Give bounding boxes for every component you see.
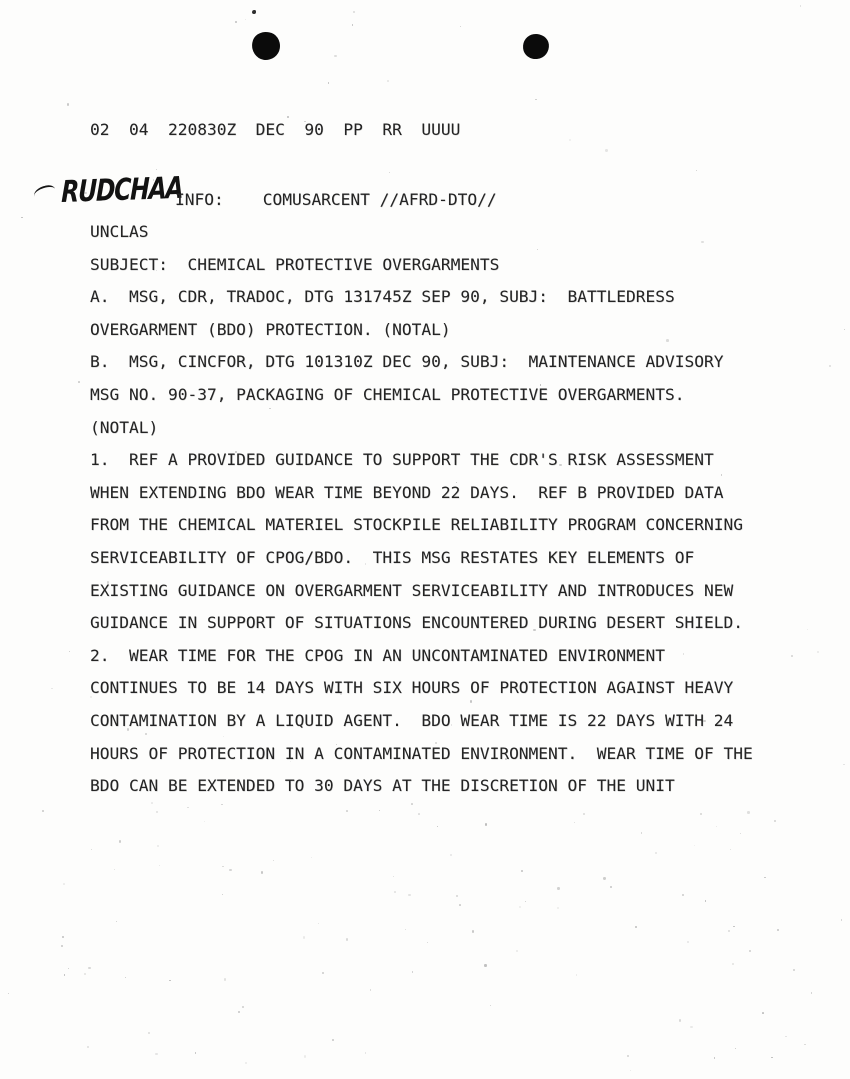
scan-noise-speck: [62, 936, 64, 938]
document-line: FROM THE CHEMICAL MATERIEL STOCKPILE RELIABILITY PROGRAM CONCERNING: [90, 515, 743, 535]
document-line: 2. WEAR TIME FOR THE CPOG IN AN UNCONTAMINATED ENVIRONMENT: [90, 645, 665, 665]
scan-noise-speck: [844, 329, 845, 330]
scan-noise-speck: [69, 651, 70, 652]
scan-noise-speck: [287, 116, 289, 118]
scan-noise-speck: [687, 941, 689, 943]
scan-noise-speck: [472, 930, 475, 933]
scan-noise-speck: [42, 810, 44, 812]
scan-noise-speck: [21, 217, 23, 219]
scan-noise-speck: [245, 1062, 247, 1064]
document-line: (NOTAL): [90, 417, 159, 437]
scan-noise-speck: [728, 930, 730, 932]
scan-noise-speck: [557, 887, 559, 889]
handwritten-dash-mark: [32, 184, 55, 197]
scan-noise-speck: [459, 904, 461, 906]
scan-noise-speck: [155, 1053, 157, 1055]
scan-noise-speck: [841, 919, 843, 921]
scan-noise-speck: [389, 172, 390, 173]
document-line: HOURS OF PROTECTION IN A CONTAMINATED ENVIRONMENT. WEAR TIME OF THE: [90, 743, 753, 763]
scan-noise-speck: [519, 906, 521, 908]
scan-noise-speck: [557, 907, 560, 910]
info-addressee-line: INFO: COMUSARCENT //AFRD-DTO//: [175, 190, 497, 209]
scan-noise-speck: [740, 833, 741, 834]
scan-noise-speck: [408, 894, 411, 897]
scan-noise-speck: [533, 629, 535, 631]
scan-noise-speck: [67, 103, 69, 105]
scan-noise-speck: [51, 688, 52, 689]
scan-noise-speck: [800, 5, 802, 7]
scan-noise-speck: [223, 736, 224, 737]
scan-noise-speck: [318, 923, 319, 924]
scan-noise-speck: [224, 978, 226, 980]
scan-noise-speck: [603, 877, 605, 879]
scan-noise-speck: [346, 810, 348, 812]
scan-noise-speck: [427, 942, 428, 943]
scan-noise-speck: [235, 451, 236, 452]
document-line: MSG NO. 90-37, PACKAGING OF CHEMICAL PROTECTIVE OVERGARMENTS.: [90, 384, 685, 404]
scan-noise-speck: [370, 989, 371, 990]
scan-noise-speck: [169, 980, 171, 982]
scan-noise-speck: [703, 720, 705, 722]
scan-noise-speck: [610, 886, 612, 888]
scan-noise-speck: [119, 840, 121, 842]
scan-noise-speck: [679, 1019, 681, 1021]
scan-noise-speck: [793, 969, 795, 971]
scan-noise-speck: [91, 849, 92, 850]
scan-noise-speck: [700, 813, 702, 815]
scan-noise-speck: [630, 1070, 631, 1071]
scan-noise-speck: [346, 938, 348, 940]
scan-noise-speck: [694, 845, 695, 846]
scan-noise-speck: [771, 1057, 772, 1058]
scan-noise-speck: [304, 1055, 306, 1057]
scan-noise-speck: [8, 993, 9, 994]
scan-noise-speck: [521, 870, 523, 872]
scan-noise-speck: [456, 895, 457, 896]
scan-noise-speck: [114, 869, 115, 870]
document-line: GUIDANCE IN SUPPORT OF SITUATIONS ENCOUNTERED DURING DESERT SHIELD.: [90, 613, 743, 633]
scan-noise-speck: [229, 869, 232, 872]
scan-noise-speck: [470, 700, 472, 702]
scan-noise-speck: [322, 972, 324, 974]
document-line: UNCLAS: [90, 222, 149, 241]
document-line: SUBJECT: CHEMICAL PROTECTIVE OVERGARMENTS: [90, 254, 500, 274]
document-line: SERVICEABILITY OF CPOG/BDO. THIS MSG RESTATES KEY ELEMENTS OF: [90, 547, 695, 567]
scan-noise-speck: [68, 968, 69, 969]
scan-noise-speck: [574, 822, 575, 823]
scan-noise-speck: [405, 929, 406, 930]
document-line: OVERGARMENT (BDO) PROTECTION. (NOTAL): [90, 319, 451, 339]
scan-noise-speck: [735, 1048, 736, 1049]
scan-noise-speck: [282, 589, 284, 591]
scan-noise-speck: [157, 845, 159, 847]
scan-noise-speck: [303, 936, 306, 939]
scan-noise-speck: [159, 865, 160, 866]
scan-noise-speck: [352, 24, 354, 26]
scan-noise-speck: [156, 811, 157, 812]
scan-noise-speck: [733, 926, 734, 927]
scan-noise-speck: [829, 365, 831, 367]
scan-noise-speck: [714, 1057, 716, 1059]
document-line: CONTAMINATION BY A LIQUID AGENT. BDO WEAR TIME IS 22 DAYS WITH 24: [90, 710, 734, 730]
scan-noise-speck: [605, 149, 607, 151]
message-header-line: 02 04 220830Z DEC 90 PP RR UUUU: [90, 120, 461, 139]
scan-noise-speck: [493, 559, 495, 561]
scan-noise-speck: [411, 803, 413, 805]
scan-noise-speck: [627, 1055, 629, 1057]
message-body: [90, 216, 753, 803]
scan-noise-speck: [485, 823, 487, 825]
scan-noise-speck: [484, 964, 486, 966]
scan-noise-speck: [635, 926, 637, 928]
scan-noise-speck: [732, 963, 735, 966]
document-line: B. MSG, CINCFOR, DTG 101310Z DEC 90, SUBJ: MAINTENANCE ADVISORY: [90, 352, 724, 372]
scan-noise-speck: [525, 901, 526, 902]
scan-noise-speck: [730, 849, 731, 850]
scan-noise-speck: [817, 651, 820, 654]
document-line: CONTINUES TO BE 14 DAYS WITH SIX HOURS OF PROTECTION AGAINST HEAVY: [90, 678, 734, 698]
ink-speck: [252, 10, 256, 14]
scan-noise-speck: [153, 179, 154, 180]
scan-noise-speck: [156, 169, 157, 170]
scan-noise-speck: [365, 1052, 366, 1053]
scan-noise-speck: [764, 877, 765, 878]
scan-noise-speck: [195, 1052, 196, 1053]
document-line: EXISTING GUIDANCE ON OVERGARMENT SERVICEABILITY AND INTRODUCES NEW: [90, 580, 734, 600]
scan-noise-speck: [747, 811, 749, 813]
scan-noise-speck: [777, 929, 779, 931]
scan-noise-speck: [690, 1026, 692, 1028]
scan-noise-speck: [84, 973, 87, 976]
scan-noise-speck: [151, 802, 153, 804]
scan-noise-speck: [774, 820, 776, 822]
scan-noise-speck: [460, 26, 461, 27]
scan-noise-speck: [116, 921, 117, 922]
scan-noise-speck: [311, 857, 312, 858]
scan-noise-speck: [811, 992, 813, 994]
scan-noise-speck: [187, 807, 188, 808]
scan-noise-speck: [535, 99, 536, 100]
scan-noise-speck: [583, 813, 584, 814]
scan-noise-speck: [125, 977, 126, 978]
scan-noise-speck: [387, 80, 389, 82]
scan-noise-speck: [418, 813, 420, 815]
scan-noise-speck: [655, 852, 657, 854]
scan-noise-speck: [148, 1032, 150, 1034]
scan-noise-speck: [61, 945, 63, 947]
scan-noise-speck: [273, 860, 274, 861]
document-line: BDO CAN BE EXTENDED TO 30 DAYS AT THE DISCRETION OF THE UNIT: [90, 776, 675, 796]
scan-noise-speck: [204, 821, 205, 822]
scan-noise-speck: [222, 894, 223, 895]
scan-noise-speck: [334, 55, 336, 57]
scan-noise-speck: [785, 1036, 787, 1038]
scan-noise-speck: [807, 629, 808, 630]
scan-noise-speck: [450, 854, 452, 856]
scan-noise-speck: [87, 1046, 89, 1048]
scan-noise-speck: [569, 139, 571, 141]
scan-noise-speck: [63, 883, 65, 885]
document-line: 1. REF A PROVIDED GUIDANCE TO SUPPORT THE CDR'S RISK ASSESSMENT: [90, 450, 714, 470]
scan-noise-speck: [235, 21, 237, 23]
scan-noise-speck: [412, 971, 413, 972]
ink-dot-right: [522, 33, 550, 61]
scan-noise-speck: [222, 866, 224, 868]
ink-dot-left: [250, 30, 282, 62]
scan-noise-speck: [641, 832, 643, 834]
scan-noise-speck: [666, 339, 669, 342]
scan-noise-speck: [332, 1039, 334, 1041]
scan-noise-speck: [238, 1011, 241, 1014]
scan-noise-speck: [537, 249, 538, 250]
scan-noise-speck: [84, 192, 86, 194]
scan-noise-speck: [64, 974, 66, 976]
scan-noise-speck: [576, 974, 577, 975]
scan-noise-speck: [88, 967, 90, 969]
scan-noise-speck: [701, 241, 703, 243]
scan-noise-speck: [762, 1012, 764, 1014]
scan-noise-speck: [456, 482, 457, 483]
scan-noise-speck: [749, 950, 751, 952]
scan-noise-speck: [437, 826, 439, 828]
scan-noise-speck: [683, 653, 684, 654]
scan-noise-speck: [394, 891, 396, 893]
scan-noise-speck: [696, 170, 697, 171]
handwritten-routing-indicator: RUDCHAA: [61, 170, 183, 210]
document-line: WHEN EXTENDING BDO WEAR TIME BEYOND 22 DAYS. REF B PROVIDED DATA: [90, 482, 724, 502]
scan-noise-speck: [242, 1006, 244, 1008]
scan-noise-speck: [328, 82, 330, 84]
scan-noise-speck: [804, 1044, 806, 1046]
scan-noise-speck: [379, 810, 380, 811]
scan-noise-speck: [269, 408, 271, 410]
scan-noise-speck: [791, 655, 793, 657]
scan-noise-speck: [451, 724, 452, 725]
scan-noise-speck: [221, 804, 222, 805]
document-line: A. MSG, CDR, TRADOC, DTG 131745Z SEP 90, SUBJ: BATTLEDRESS: [90, 287, 675, 307]
scan-noise-speck: [261, 871, 263, 873]
scan-noise-speck: [245, 19, 246, 20]
scan-noise-speck: [78, 381, 80, 383]
scan-noise-speck: [843, 764, 845, 766]
scan-noise-speck: [516, 950, 518, 952]
scan-noise-speck: [490, 1005, 492, 1007]
scan-noise-speck: [682, 894, 684, 896]
scan-noise-speck: [716, 826, 717, 827]
scan-noise-speck: [705, 900, 707, 902]
scan-noise-speck: [393, 876, 394, 877]
scan-noise-speck: [353, 11, 355, 13]
scan-noise-speck: [127, 728, 129, 730]
